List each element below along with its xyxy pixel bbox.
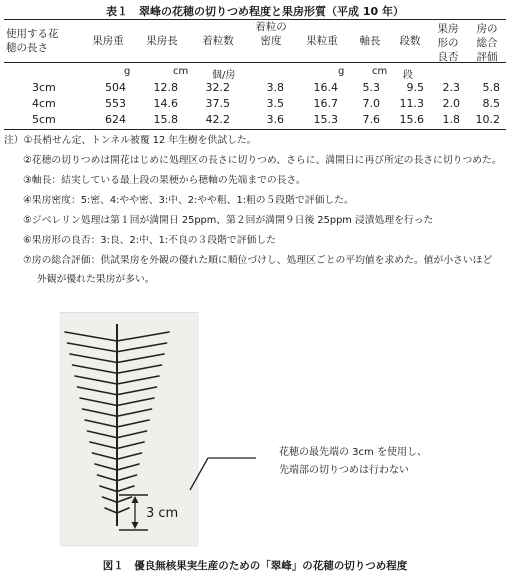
header-overall: 房の総合評価	[476, 23, 498, 63]
note-7: ⑦房の総合評価：供試果房を外観の優れた順に順位づけし、処理区ごとの平均値を求めた。値が小さいほど	[23, 255, 493, 266]
unit-tiers: 段	[403, 70, 413, 81]
cell-berry-weight: 16.7	[313, 97, 338, 110]
cell-shape-quality: 2.3	[442, 81, 460, 94]
row-length: 5cm	[32, 113, 56, 126]
cell-axis-length: 7.0	[362, 97, 380, 110]
cell-axis-length: 7.6	[362, 113, 380, 126]
header-shape-quality: 果房形の良否	[437, 23, 459, 63]
note-5: ⑤ジベレリン処理は第１回が満開日 25ppm、第２回が満開９日後 25ppm 浸漬処理を行った	[23, 215, 434, 226]
header-length: 使用する花穂の長さ	[6, 28, 59, 54]
figure-annotation-line-2: 先端部の切りつめは行わない	[279, 465, 409, 476]
unit-bunch-length: cm	[173, 66, 189, 77]
cell-bunch-length: 14.6	[153, 97, 178, 110]
header-bunch-weight: 果房重	[92, 35, 124, 47]
cell-density: 3.5	[266, 97, 284, 110]
figure	[60, 312, 500, 552]
cell-berry-count: 32.2	[205, 81, 230, 94]
unit-berry-count: 個/房	[212, 70, 236, 81]
note-3: ③軸長：結実している最上段の果梗から穂軸の先端までの長さ。	[23, 175, 306, 186]
header-bunch-length: 果房長	[146, 35, 178, 47]
unit-berry-weight: g	[338, 66, 345, 77]
cell-overall: 8.5	[482, 97, 500, 110]
note-2: ②花穂の切りつめは開花はじめに処理区の長さに切りつめ、さらに、満開日に再び所定の長さに切りつめた。	[23, 155, 502, 166]
header-rule	[4, 62, 506, 63]
note-1: 注）①長梢せん定、トンネル被覆 12 年生樹を供試した。	[4, 135, 257, 146]
note-4: ④果房密度：5:密、4:やや密、3:中、2:やや粗、1:粗の５段階で評価した。	[23, 195, 354, 206]
cell-berry-weight: 16.4	[313, 81, 338, 94]
row-length: 4cm	[32, 97, 56, 110]
cell-berry-weight: 15.3	[313, 113, 338, 126]
row-length: 3cm	[32, 81, 56, 94]
flower-cluster-illustration	[60, 312, 500, 552]
cell-overall: 10.2	[475, 113, 500, 126]
cell-density: 3.8	[266, 81, 284, 94]
cell-shape-quality: 2.0	[442, 97, 460, 110]
cell-axis-length: 5.3	[362, 81, 380, 94]
cell-shape-quality: 1.8	[442, 113, 460, 126]
cell-bunch-weight: 553	[105, 97, 126, 110]
cell-tiers: 9.5	[406, 81, 424, 94]
unit-axis-length: cm	[372, 66, 388, 77]
cell-density: 3.6	[266, 113, 284, 126]
cell-bunch-length: 15.8	[153, 113, 178, 126]
note-7-continued: 外観が優れた果房が多い。	[37, 274, 155, 285]
header-axis-length: 軸長	[359, 35, 381, 47]
header-density: 着粒の密度	[255, 21, 287, 47]
cell-overall: 5.8	[482, 81, 500, 94]
figure-annotation-line-1: 花穂の最先端の 3cm を使用し、	[279, 447, 427, 458]
table-bottom-rule	[4, 129, 506, 130]
cell-berry-count: 42.2	[205, 113, 230, 126]
cell-tiers: 15.6	[399, 113, 424, 126]
cell-berry-count: 37.5	[205, 97, 230, 110]
measure-label: 3 cm	[146, 506, 179, 521]
header-berry-weight: 果粒重	[306, 35, 338, 47]
cell-tiers: 11.3	[399, 97, 424, 110]
cell-bunch-weight: 624	[105, 113, 126, 126]
unit-bunch-weight: g	[124, 66, 131, 77]
table-title: 表１ 翠峰の花穂の切りつめ程度と果房形質（平成 10 年）	[106, 5, 404, 18]
header-tiers: 段数	[399, 35, 421, 47]
header-berry-count: 着粒数	[202, 35, 234, 47]
note-6: ⑥果房形の良否：3:良、2:中、1:不良の３段階で評価した	[23, 235, 276, 246]
cell-bunch-length: 12.8	[153, 81, 178, 94]
figure-caption: 図１ 優良無核果実生産のための「翠峰」の花穂の切りつめ程度	[102, 560, 408, 572]
cell-bunch-weight: 504	[105, 81, 126, 94]
